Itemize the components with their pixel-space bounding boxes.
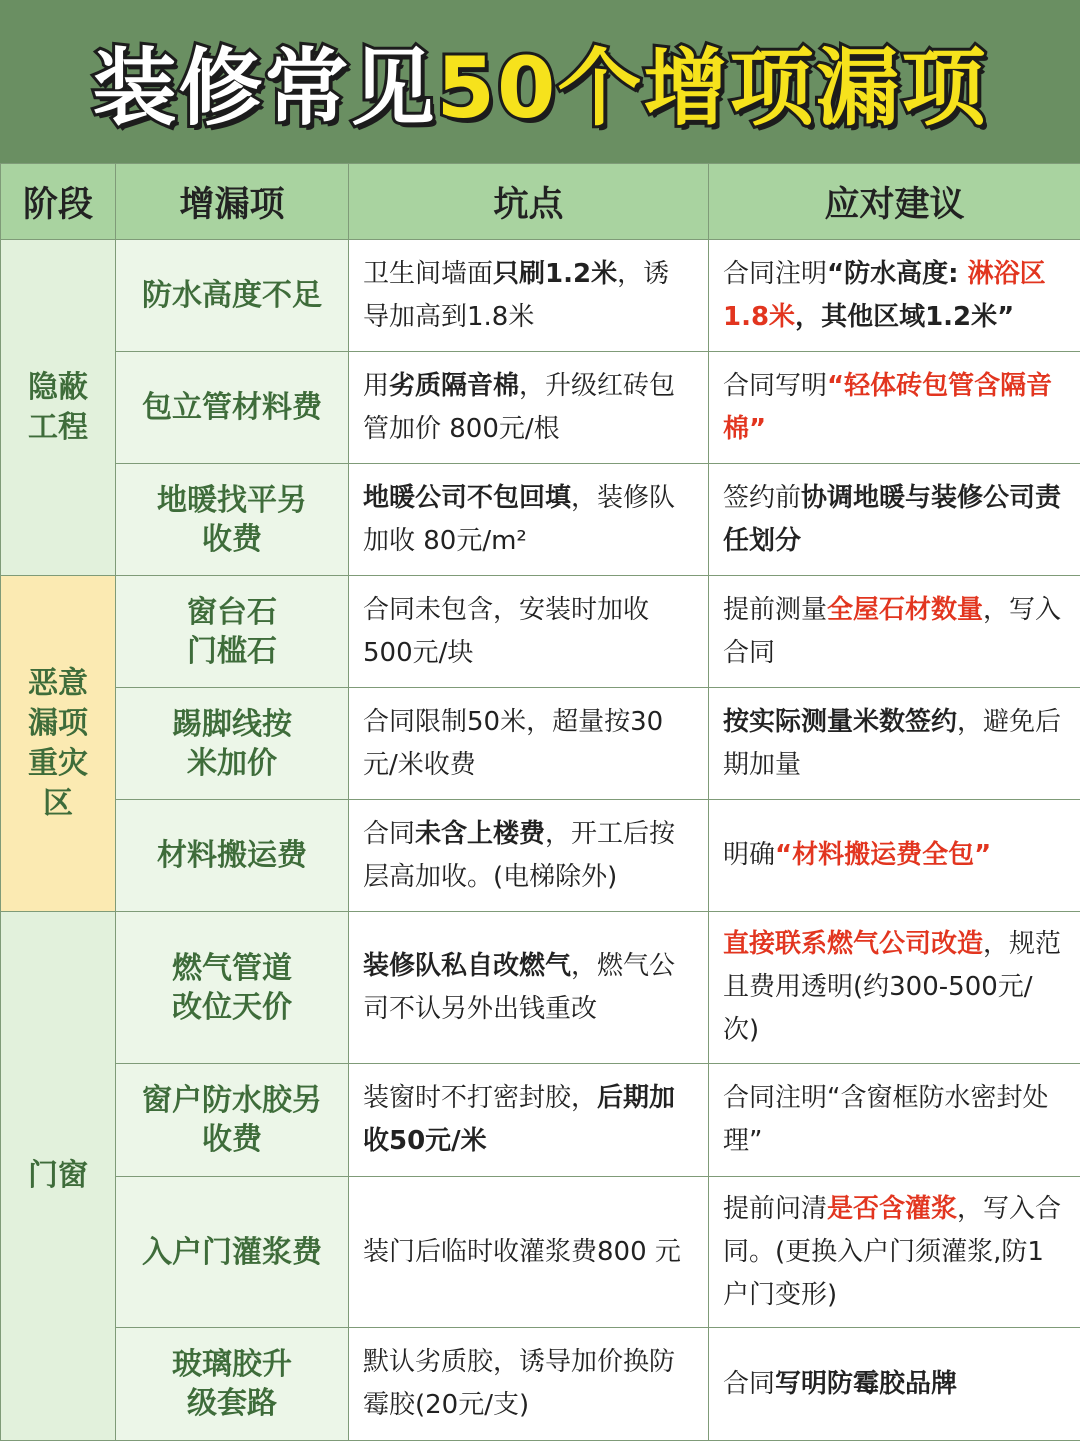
table-row: [1, 1064, 1080, 1177]
advice-text-segment: 按实际测量米数签约: [723, 707, 957, 737]
advice-text-segment: 协调地暖与装修公司责任划分: [723, 483, 1061, 556]
table-row: [1, 352, 1080, 464]
item-cell: [116, 1177, 349, 1328]
pitfall-cell: [349, 1064, 709, 1177]
item-label: 窗户防水胶另收费: [142, 1083, 322, 1157]
header-pitfall: 坑点: [349, 164, 709, 240]
title-part-1: 装修常见: [93, 21, 437, 142]
advice-text-segment: “防水高度:: [827, 259, 968, 289]
stage-cell-hidden-works: 隐蔽工程: [1, 240, 116, 576]
item-label: 燃气管道改位天价: [172, 951, 292, 1025]
table-row: [1, 240, 1080, 352]
advice-text-segment: ，写入合同。(更换入户门须灌浆,防1户门变形): [723, 1194, 1061, 1310]
page-title: [0, 0, 1080, 163]
pitfall-cell: [349, 352, 709, 464]
table-row: [1, 912, 1080, 1064]
item-label: 踢脚线按米加价: [172, 707, 292, 781]
advice-cell: [709, 1064, 1080, 1177]
advice-text-segment: ，规范且费用透明(约300-500元/次): [723, 929, 1061, 1045]
advice-text-segment: ，写入合同: [723, 595, 1061, 668]
item-cell: [116, 576, 349, 688]
table-row: [1, 464, 1080, 576]
pitfall-cell: [349, 576, 709, 688]
advice-text-segment: “材料搬运费全包”: [775, 840, 991, 870]
item-cell: [116, 352, 349, 464]
advice-text-segment: 写明防霉胶品牌: [775, 1369, 957, 1399]
pitfall-text-segment: 后期加收50元/米: [363, 1083, 675, 1156]
pitfall-text-segment: 装窗时不打密封胶，: [363, 1083, 597, 1113]
item-cell: [116, 1328, 349, 1441]
pitfall-text-segment: 合同: [363, 819, 415, 849]
pitfall-text-segment: 卫生间墙面: [363, 259, 493, 289]
item-label: 包立管材料费: [142, 390, 322, 425]
advice-cell: [709, 464, 1080, 576]
item-cell: [116, 912, 349, 1064]
advice-text-segment: 淋浴区1.8米: [723, 259, 1046, 332]
header-advice: 应对建议: [709, 164, 1080, 240]
pitfall-cell: [349, 912, 709, 1064]
advice-cell: [709, 912, 1080, 1064]
table-row: [1, 576, 1080, 688]
advice-cell: [709, 240, 1080, 352]
table-row: [1, 800, 1080, 912]
pitfall-text-segment: 地暖公司不包回填: [363, 483, 571, 513]
item-label: 防水高度不足: [142, 278, 322, 313]
advice-cell: [709, 576, 1080, 688]
table-row: [1, 688, 1080, 800]
pitfall-cell: [349, 1328, 709, 1441]
pitfall-text-segment: 装修队私自改燃气: [363, 951, 571, 981]
title-part-2: 50个增项漏项: [437, 21, 988, 142]
advice-text-segment: 签约前: [723, 483, 801, 513]
pitfall-cell: [349, 1177, 709, 1328]
item-cell: [116, 240, 349, 352]
pitfall-text-segment: 用: [363, 371, 389, 401]
header-stage: 阶段: [1, 164, 116, 240]
pitfall-text-segment: ，燃气公司不认另外出钱重改: [363, 951, 675, 1024]
header-item: 增漏项: [116, 164, 349, 240]
pitfall-text-segment: ，诱导加高到1.8米: [363, 259, 669, 332]
pitfall-text-segment: ，开工后按层高加收。(电梯除外): [363, 819, 675, 892]
item-label: 玻璃胶升级套路: [172, 1347, 292, 1421]
pitfall-text-segment: 劣质隔音棉: [389, 371, 519, 401]
pitfall-cell: [349, 800, 709, 912]
advice-cell: [709, 688, 1080, 800]
item-cell: [116, 688, 349, 800]
item-label: 窗台石门槛石: [187, 595, 277, 669]
pitfall-cell: [349, 464, 709, 576]
pitfall-cell: [349, 240, 709, 352]
pitfall-cell: [349, 688, 709, 800]
items-table: [0, 163, 1080, 1441]
advice-text-segment: ，避免后期加量: [723, 707, 1061, 780]
advice-text-segment: 合同注明“含窗框防水密封处理”: [723, 1083, 1048, 1156]
advice-cell: [709, 1328, 1080, 1441]
table-header-row: [1, 164, 1080, 240]
advice-cell: [709, 352, 1080, 464]
pitfall-text-segment: 装门后临时收灌浆费800 元: [363, 1237, 681, 1267]
pitfall-text-segment: 默认劣质胶，诱导加价换防霉胶(20元/支): [363, 1347, 675, 1420]
pitfall-text-segment: 未含上楼费: [415, 819, 545, 849]
stage-cell-doors-windows: 门窗: [1, 912, 116, 1441]
pitfall-text-segment: ，装修队加收 80元/m²: [363, 483, 675, 556]
advice-text-segment: 直接联系燃气公司改造: [723, 929, 983, 959]
advice-text-segment: “轻体砖包管含隔音棉”: [723, 371, 1052, 444]
item-cell: [116, 800, 349, 912]
pitfall-text-segment: ，升级红砖包管加价 800元/根: [363, 371, 675, 444]
advice-text-segment: 是否含灌浆: [827, 1194, 957, 1224]
item-label: 入户门灌浆费: [142, 1235, 322, 1270]
advice-text-segment: 合同注明: [723, 259, 827, 289]
pitfall-text-segment: 合同限制50米，超量按30元/米收费: [363, 707, 663, 780]
item-cell: [116, 464, 349, 576]
item-label: 材料搬运费: [157, 838, 307, 873]
advice-text-segment: 合同: [723, 1369, 775, 1399]
advice-text-segment: 明确: [723, 840, 775, 870]
pitfall-text-segment: 合同未包含，安装时加收500元/块: [363, 595, 649, 668]
stage-cell-malicious-omissions: 恶意漏项重灾区: [1, 576, 116, 912]
pitfall-text-segment: 只刷1.2米: [493, 259, 617, 289]
table-row: [1, 1177, 1080, 1328]
item-cell: [116, 1064, 349, 1177]
advice-text-segment: 提前问清: [723, 1194, 827, 1224]
item-label: 地暖找平另收费: [157, 483, 307, 557]
table-row: [1, 1328, 1080, 1441]
advice-text-segment: 合同写明: [723, 371, 827, 401]
advice-text-segment: 提前测量: [723, 595, 827, 625]
advice-cell: [709, 800, 1080, 912]
advice-cell: [709, 1177, 1080, 1328]
advice-text-segment: ，其他区域1.2米”: [795, 302, 1014, 332]
advice-text-segment: 全屋石材数量: [827, 595, 983, 625]
